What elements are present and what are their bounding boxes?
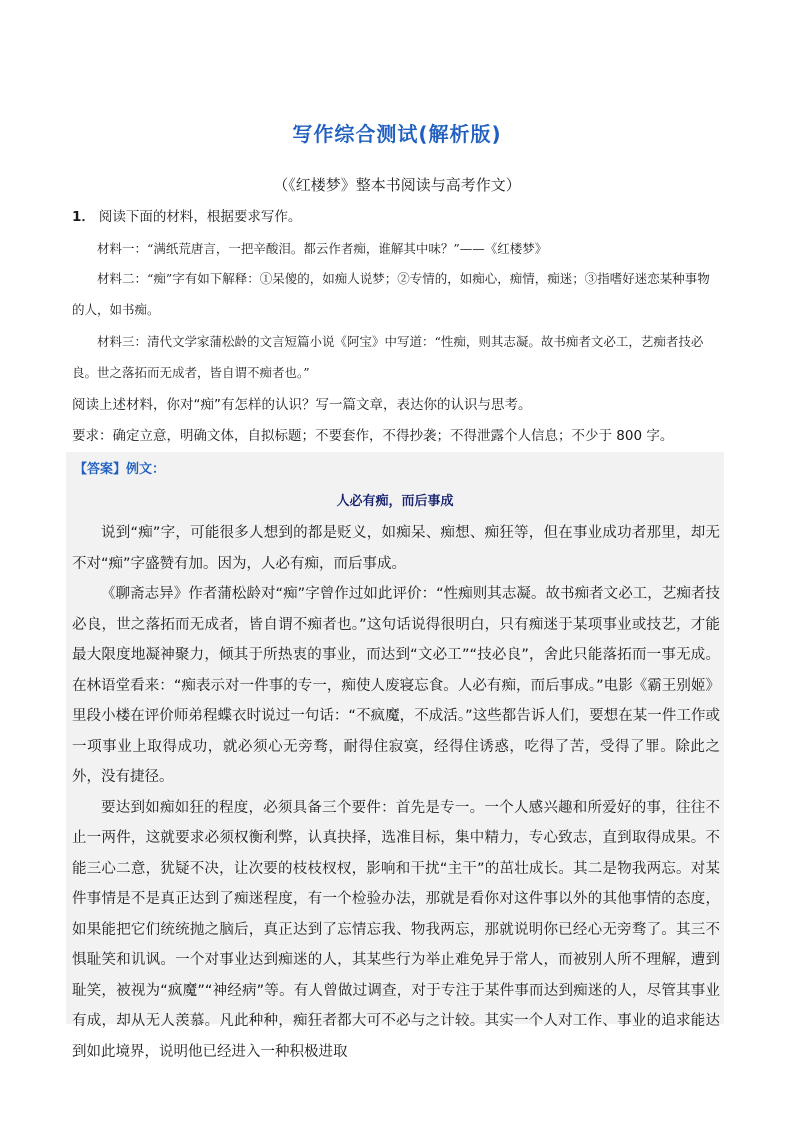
essay-body (72, 518, 720, 1067)
writing-requirement: 要求：确定立意，明确文体，自拟标题；不要套作，不得抄袭；不得泄露个人信息；不少于 800 字。 (72, 428, 674, 444)
answer-section (66, 452, 724, 1060)
answer-tag: 【答案】 (74, 462, 127, 477)
answer-label (74, 458, 165, 477)
material-one: 材料一：“满纸荒唐言，一把辛酸泪。都云作者痴，谁解其中味？”——《红楼梦》 (97, 241, 548, 256)
essay-paragraph: 要达到如痴如狂的程度，必须具备三个要件：首先是专一。一个人感兴趣和所爱好的事，往往不止一两件，这就要求必须权衡利弊，认真抉择，选准目标，集中精力，专心致志，直到取得成果。不能三心二意，犹疑不决，让次要的枝枝杈杈，影响和干扰“主干”的茁壮成长。其二是物我两忘。对某件事情是不是真正达到了痴迷程度，有一个检验办法，那就是看你对这件事以外的其他事情的态度，如果能把它们统统抛之脑后，真正达到了忘情忘我、物我两忘，那就说明你已经心无旁骛了。其三不惧耻笑和讥讽。一个对事业达到痴迷的人，其某些行为举止难免异于常人，而被别人所不理解，遭到耻笑，被视为“疯魔”“神经病”等。有人曾做过调查，对于专注于某件事而达到痴迷的人，尽管其事业有成，却从无人羡慕。凡此种种，痴狂者都大可不必与之计较。其实一个人对工作、事业的追求能达到如此境界，说明他已经进入一种积极进取 (72, 799, 720, 1060)
essay-paragraph: 《聊斋志异》作者蒲松龄对“痴”字曾作过如此评价：“性痴则其志凝。故书痴者文必工，艺痴者技必良，世之落拓而无成者，皆自谓不痴者也。”这句话说得很明白，只有痴迷于某项事业或技艺，才能最大限度地凝神聚力，倾其于所热衷的事业，而达到“文必工”“技必良”，舍此只能落拓而一事无成。在林语堂看来：“痴表示对一件事的专一，痴使人废寝忘食。人必有痴，而后事成。”电影《霸王别姬》里段小楼在评价师弟程蝶衣时说过一句话：“不疯魔，不成活。”这些都告诉人们，要想在某一件工作或一项事业上取得成功，就必须心无旁骛，耐得住寂寞，经得住诱惑，吃得了苦，受得了罪。除此之外，没有捷径。 (72, 586, 720, 785)
material-three: 材料三：清代文学家蒲松龄的文言短篇小说《阿宝》中写道：“性痴，则其志凝。故书痴者文必工，艺痴者技必良。世之落拓而无成者，皆自谓不痴者也。” (72, 334, 704, 380)
essay-paragraph: 说到“痴”字，可能很多人想到的都是贬义，如痴呆、痴想、痴狂等，但在事业成功者那里，却无不对“痴”字盛赞有加。因为，人必有痴，而后事成。 (72, 525, 720, 572)
essay-title: 人必有痴，而后事成 (336, 494, 454, 509)
material-two: 材料二：“痴”字有如下解释：①呆傻的，如痴人说梦；②专情的，如痴心，痴情，痴迷；③指嗜好迷恋某种事物的人，如书痴。 (72, 271, 710, 317)
question-instruction: 阅读下面的材料，根据要求写作。 (98, 209, 302, 225)
question-intro (72, 205, 722, 225)
page-title: 写作综合测试(解析版) (292, 122, 502, 146)
question-number: 1． (72, 209, 95, 225)
page-subtitle: （《红楼梦》整本书阅读与高考作文） (273, 176, 521, 194)
example-label: 例文： (126, 462, 166, 477)
reading-prompt: 阅读上述材料，你对“痴”有怎样的认识？写一篇文章，表达你的认识与思考。 (72, 397, 532, 413)
